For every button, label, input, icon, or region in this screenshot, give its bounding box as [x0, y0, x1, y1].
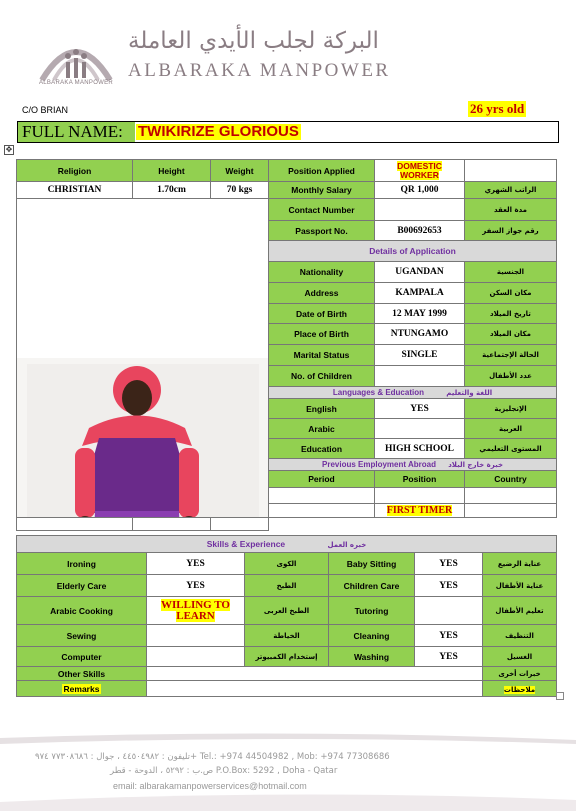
employment-country-1[interactable]: [465, 488, 557, 504]
religion-value[interactable]: CHRISTIAN: [17, 182, 133, 199]
children-ar: عدد الأطفال: [465, 366, 557, 387]
pob-ar: مكان الميلاد: [465, 324, 557, 345]
full-name-row: [17, 121, 559, 143]
other-skills-value[interactable]: [147, 667, 483, 681]
remarks-label: Remarks: [63, 683, 100, 694]
first-timer-note: FIRST TIMER: [386, 505, 453, 516]
employment-position-1[interactable]: [375, 488, 465, 504]
employment-position-3[interactable]: [133, 518, 211, 531]
footer-address: ص.ب : ٥٢٩٢ ، الدوحة - قطر P.O.Box: 5292 , Doha - Qatar: [110, 766, 338, 776]
skill-arabic-cooking-ar: الطبخ العربى: [245, 597, 329, 625]
details-heading: Details of Application: [269, 241, 557, 262]
skill-children-care-value[interactable]: YES: [415, 575, 483, 597]
nationality-label: Nationality: [269, 262, 375, 283]
skill-children-care-label: Children Care: [329, 575, 415, 597]
applicant-figure-icon: [17, 358, 269, 518]
position-header: Position: [375, 471, 465, 488]
position-applied-value[interactable]: DOMESTIC WORKER: [375, 160, 465, 182]
arabic-value[interactable]: [375, 419, 465, 439]
skill-baby-sitting-ar: عناية الرضيع: [483, 553, 557, 575]
nationality-ar: الجنسية: [465, 262, 557, 283]
full-name-value[interactable]: TWIKIRIZE GLORIOUS: [138, 123, 299, 140]
position-applied-ar: [465, 160, 557, 182]
footer-email[interactable]: email: albarakamanpowerservices@hotmail.com: [113, 781, 307, 791]
remarks-value[interactable]: [147, 681, 483, 697]
table-end-marker-icon: [556, 692, 564, 700]
logo-caption: ALBARAKA MANPOWER: [38, 80, 114, 86]
education-label: Education: [269, 439, 375, 459]
age-badge: 26 yrs old: [470, 101, 525, 116]
application-table: [16, 159, 557, 531]
contact-number-value[interactable]: [375, 199, 465, 221]
skill-computer-value[interactable]: [147, 647, 245, 667]
pob-label: Place of Birth: [269, 324, 375, 345]
english-label: English: [269, 399, 375, 419]
skill-tutoring-label: Tutoring: [329, 597, 415, 625]
skill-computer-ar: إستخدام الكمبيوتر: [245, 647, 329, 667]
skill-sewing-value[interactable]: [147, 625, 245, 647]
skill-cleaning-label: Cleaning: [329, 625, 415, 647]
skills-table: [16, 535, 557, 697]
move-handle-icon[interactable]: ✥: [5, 145, 13, 154]
pob-value[interactable]: NTUNGAMO: [375, 324, 465, 345]
skill-washing-ar: الغسيل: [483, 647, 557, 667]
employment-period-2[interactable]: [269, 504, 375, 518]
skill-tutoring-value[interactable]: [415, 597, 483, 625]
remarks-label-cell: [17, 681, 147, 697]
other-skills-label: Other Skills: [17, 667, 147, 681]
country-header: Country: [465, 471, 557, 488]
skill-washing-value[interactable]: YES: [415, 647, 483, 667]
skill-cleaning-ar: التنظيف: [483, 625, 557, 647]
arabic-label: Arabic: [269, 419, 375, 439]
remarks-ar-cell: [483, 681, 557, 697]
skill-ironing-ar: الكوى: [245, 553, 329, 575]
languages-heading: Languages & Education اللغة والتعليم: [269, 387, 557, 399]
height-label: Height: [133, 160, 211, 182]
skill-sewing-label: Sewing: [17, 625, 147, 647]
religion-label: Religion: [17, 160, 133, 182]
english-value[interactable]: YES: [375, 399, 465, 419]
skill-baby-sitting-label: Baby Sitting: [329, 553, 415, 575]
passport-label: Passport No.: [269, 221, 375, 241]
skill-children-care-ar: عناية الأطفال: [483, 575, 557, 597]
dob-value[interactable]: 12 MAY 1999: [375, 304, 465, 324]
employment-country-2[interactable]: [465, 504, 557, 518]
dob-label: Date of Birth: [269, 304, 375, 324]
skill-sewing-ar: الخياطة: [245, 625, 329, 647]
dob-ar: تاريخ الميلاد: [465, 304, 557, 324]
passport-ar: رقم جواز السفر: [465, 221, 557, 241]
employment-country-3[interactable]: [211, 518, 269, 531]
employment-period-3[interactable]: [17, 518, 133, 531]
skill-tutoring-ar: تعليم الأطفال: [483, 597, 557, 625]
arabic-ar: العربية: [465, 419, 557, 439]
care-of: C/O BRIAN: [22, 105, 69, 115]
skill-ironing-value[interactable]: YES: [147, 553, 245, 575]
skill-ironing-label: Ironing: [17, 553, 147, 575]
english-ar: الإنجليزية: [465, 399, 557, 419]
skills-heading: Skills & Experience خبره العمل: [17, 536, 557, 553]
height-value[interactable]: 1.70cm: [133, 182, 211, 199]
footer-phone: تليفون : ٤٤٥٠٤٩٨٢ ، جوال : ٧٧٣٠٨٦٨٦ ٩٧٤+ Tel.: +974 44504982 , Mob: +974 77308686: [35, 752, 390, 762]
weight-label: Weight: [211, 160, 269, 182]
education-ar: المستوى التعليمي: [465, 439, 557, 459]
monthly-salary-label: Monthly Salary: [269, 182, 375, 199]
skill-computer-label: Computer: [17, 647, 147, 667]
skill-baby-sitting-value[interactable]: YES: [415, 553, 483, 575]
position-applied-label: Position Applied: [269, 160, 375, 182]
address-ar: مكان السكن: [465, 283, 557, 304]
full-name-label: FULL NAME:: [18, 122, 135, 142]
skill-arabic-cooking-value[interactable]: WILLING TO LEARN: [147, 597, 245, 625]
contact-number-label: Contact Number: [269, 199, 375, 221]
weight-value[interactable]: 70 kgs: [211, 182, 269, 199]
remarks-ar: ملاحظات: [503, 685, 536, 694]
marital-status-ar: الحالة الإجتماعية: [465, 345, 557, 366]
marital-status-value[interactable]: SINGLE: [375, 345, 465, 366]
skill-elderly-care-value[interactable]: YES: [147, 575, 245, 597]
company-name-english: ALBARAKA MANPOWER: [128, 60, 391, 81]
contact-number-ar: مدة العقد: [465, 199, 557, 221]
children-label: No. of Children: [269, 366, 375, 387]
letterhead: [0, 0, 576, 100]
company-name-arabic: البركة لجلب الأيدي العاملة: [128, 28, 379, 54]
monthly-salary-value[interactable]: QR 1,000: [375, 182, 465, 199]
children-value[interactable]: [375, 366, 465, 387]
skill-cleaning-value[interactable]: YES: [415, 625, 483, 647]
skill-washing-label: Washing: [329, 647, 415, 667]
skill-arabic-cooking-label: Arabic Cooking: [17, 597, 147, 625]
monthly-salary-ar: الراتب الشهري: [465, 182, 557, 199]
period-header: Period: [269, 471, 375, 488]
photo-cell: [17, 199, 269, 518]
employment-period-1[interactable]: [269, 488, 375, 504]
address-value[interactable]: KAMPALA: [375, 283, 465, 304]
education-value[interactable]: HIGH SCHOOL: [375, 439, 465, 459]
nationality-value[interactable]: UGANDAN: [375, 262, 465, 283]
skill-elderly-care-label: Elderly Care: [17, 575, 147, 597]
other-skills-ar: خبرات أخرى: [483, 667, 557, 681]
marital-status-label: Marital Status: [269, 345, 375, 366]
employment-position-2[interactable]: [375, 504, 465, 518]
skill-elderly-care-ar: الطبخ: [245, 575, 329, 597]
passport-value[interactable]: B00692653: [375, 221, 465, 241]
address-label: Address: [269, 283, 375, 304]
employment-heading: Previous Employment Abroad خبرة خارج البلاد: [269, 459, 557, 471]
